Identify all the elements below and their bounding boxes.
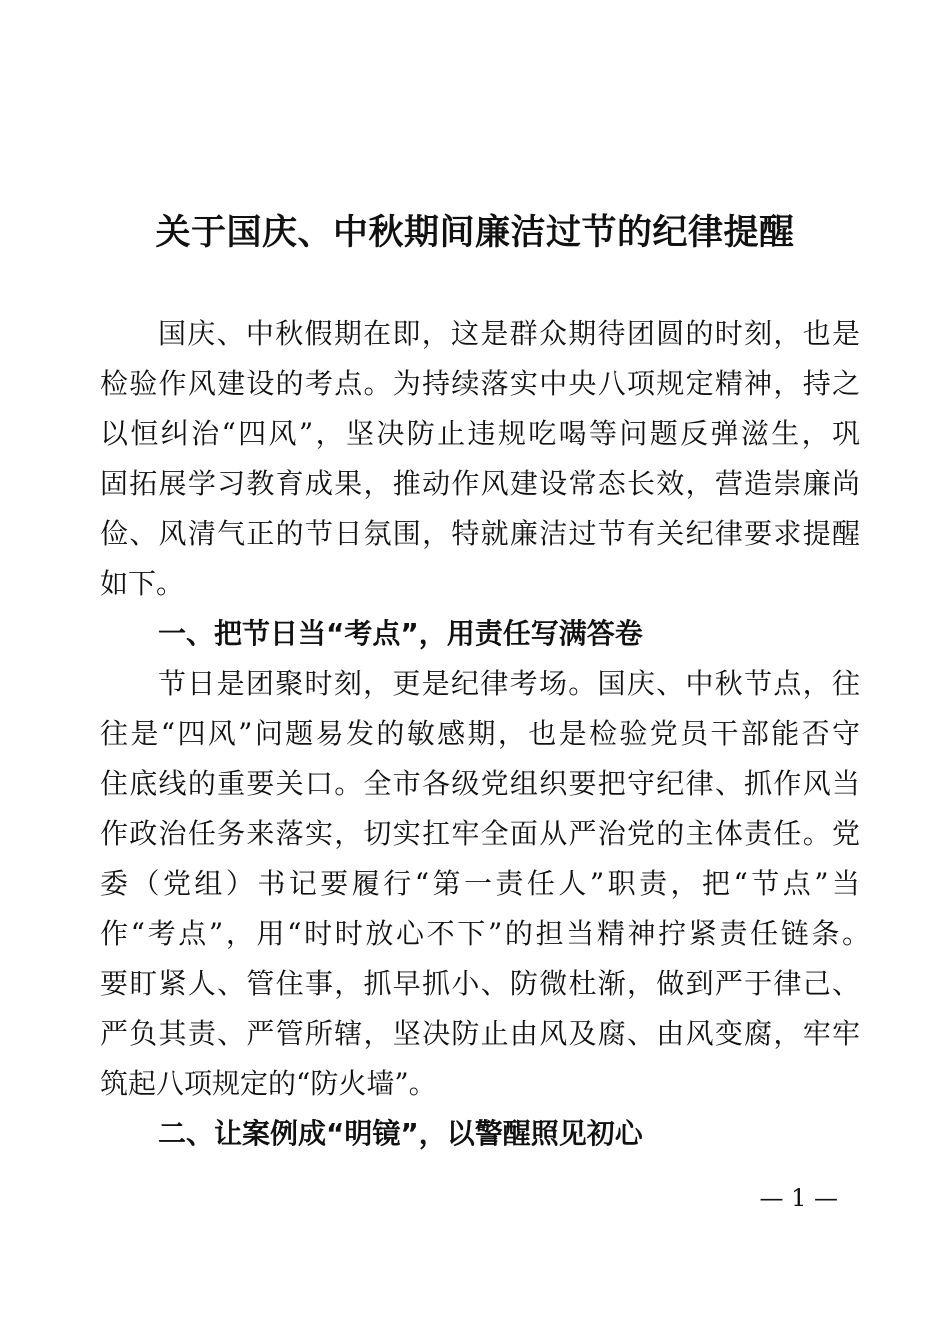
- section-1-paragraph-line: 作政治任务来落实，切实扛牢全面从严治党的主体责任。党: [100, 817, 860, 850]
- intro-paragraph-line: 固拓展学习教育成果，推动作风建设常态长效，营造崇廉尚: [100, 467, 860, 500]
- section-1-paragraph-line: 委（党组）书记要履行“第一责任人”职责，把“节点”当: [100, 867, 860, 900]
- page-number: — 1 —: [759, 1184, 838, 1212]
- section-1-paragraph-line: 作“考点”，用“时时放心不下”的担当精神拧紧责任链条。: [100, 917, 870, 950]
- intro-paragraph-line: 检验作风建设的考点。为持续落实中央八项规定精神，持之: [100, 367, 860, 400]
- section-1-paragraph-line: 要盯紧人、管住事，抓早抓小、防微杜渐，做到严于律己、: [100, 967, 860, 1000]
- section-1-paragraph-line: 住底线的重要关口。全市各级党组织要把守纪律、抓作风当: [100, 767, 860, 800]
- section-1-paragraph-line: 往是“四风”问题易发的敏感期，也是检验党员干部能否守: [100, 717, 860, 750]
- intro-paragraph-line: 国庆、中秋假期在即，这是群众期待团圆的时刻，也是: [158, 317, 860, 350]
- section-1-heading: 一、把节日当“考点”，用责任写满答卷: [158, 617, 643, 650]
- section-1-paragraph-line: 节日是团聚时刻，更是纪律考场。国庆、中秋节点，往: [158, 667, 860, 700]
- intro-paragraph-line: 如下。: [100, 567, 185, 600]
- intro-paragraph-line: 俭、风清气正的节日氛围，特就廉洁过节有关纪律要求提醒: [100, 517, 860, 550]
- intro-paragraph-line: 以恒纠治“四风”，坚决防止违规吃喝等问题反弹滋生，巩: [100, 417, 860, 450]
- document-title: 关于国庆、中秋期间廉洁过节的纪律提醒: [155, 212, 795, 253]
- section-1-paragraph-line: 严负其责、严管所辖，坚决防止由风及腐、由风变腐，牢牢: [100, 1017, 860, 1050]
- section-2-heading: 二、让案例成“明镜”，以警醒照见初心: [158, 1117, 643, 1150]
- section-1-paragraph-line: 筑起八项规定的“防火墙”。: [100, 1067, 437, 1100]
